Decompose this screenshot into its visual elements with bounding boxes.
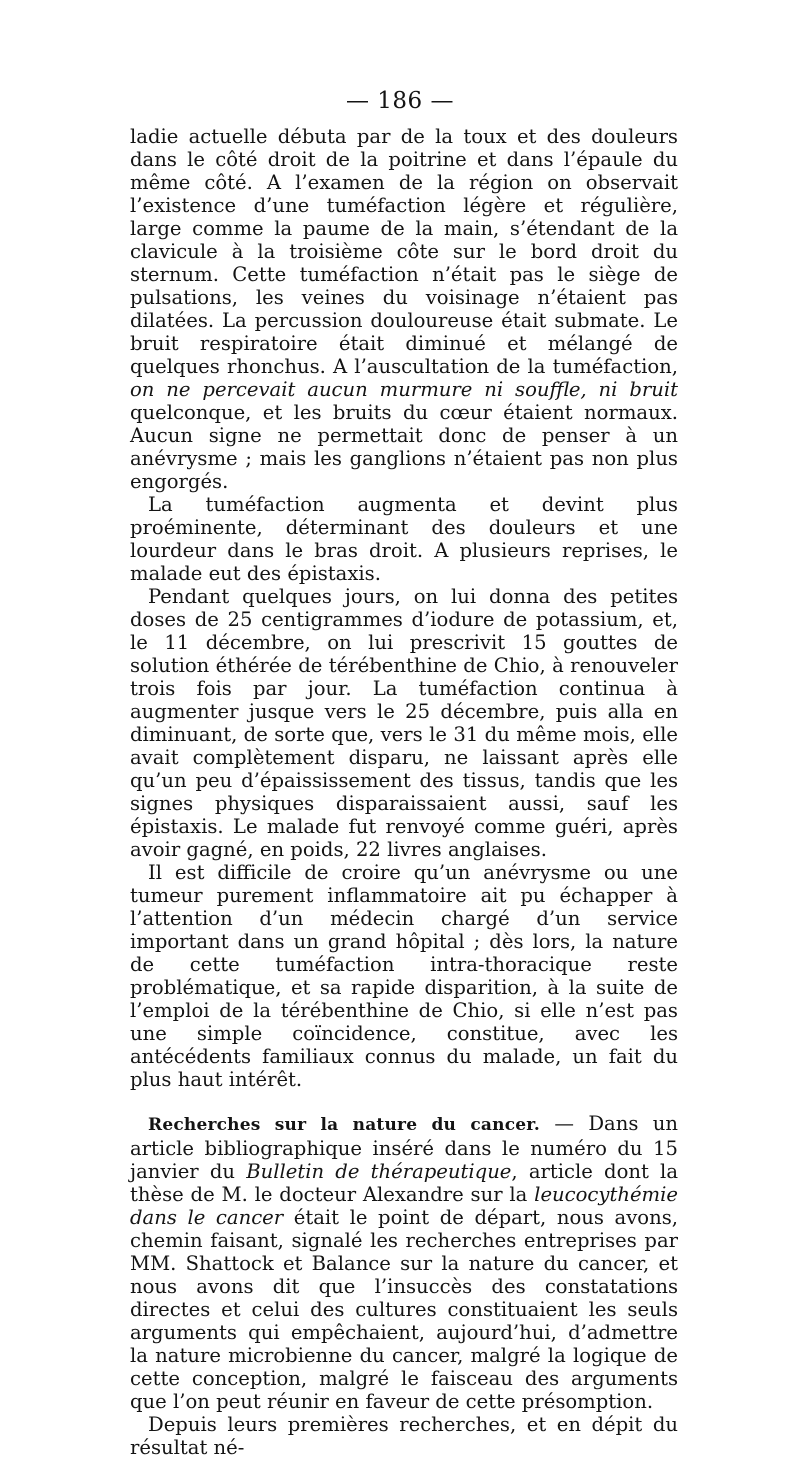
text-run: La tuméfaction augmenta et devint plus proéminente, déterminant des douleurs et une lourdeur dans le bras droit. A plusieurs reprises, le malade eut des épistaxis.: [130, 493, 678, 585]
text-run: — Dans un article bibliographique inséré dans le numéro du 15 janvier du: [130, 1112, 678, 1183]
text-run: Il est difficile de croire qu’un anévrysme ou une tumeur purement inflammatoire ait pu échapper à l’attention d’un médecin chargé d’un service important dans un grand hôpital ; dès lors, la nature de cette tuméfaction intra-thoracique reste problématique, et sa rapide disparition, à la suite de l’emploi de la térébenthine de Chio, si elle n’est pas une simple coïncidence, constitue, avec les antécédents familiaux connus du malade, un fait du plus haut intérêt.: [130, 861, 678, 1091]
text-run: Depuis leurs premières recherches, et en dépit du résultat né-: [130, 1413, 678, 1459]
paragraph: [130, 125, 678, 493]
italic-run: on ne percevait aucun murmure ni souffle, ni bruit: [130, 378, 678, 401]
paragraph: [130, 585, 678, 861]
section-heading: Recherches sur la nature du cancer.: [148, 1115, 540, 1135]
section-paragraph: [130, 1112, 678, 1413]
text-run: ladie actuelle débuta par de la toux et des douleurs dans le côté droit de la poitrine et dans l’épaule du même côté. A l’examen de la région on observait l’existence d’une tuméfaction légère et régulière, large comme la paume de la main, s’étendant de la clavicule à la troisième côte sur le bord droit du sternum. Cette tuméfaction n’était pas le siège de pulsations, les veines du voisinage n’étaient pas dilatées. La percussion douloureuse était submate. Le bruit respiratoire était diminué et mélangé de quelques rhonchus. A l’auscultation de la tuméfaction,: [130, 125, 678, 378]
italic-run: Bulletin de thérapeutique: [246, 1160, 512, 1183]
italic-run: leucocythémie dans le cancer: [130, 1183, 678, 1229]
text-run: était le point de départ, nous avons, chemin faisant, signalé les recherches entreprises par MM. Shattock et Balance sur la nature du cancer, et nous avons dit que l’insuccès des constatations directes et celui des cultures constituaient les seuls arguments qui empêchaient, aujourd’hui, d’admettre la nature microbienne du cancer, malgré la logique de cette conception, malgré le faisceau des arguments que l’on peut réunir en faveur de cette présomption.: [130, 1206, 678, 1413]
paragraph: [130, 493, 678, 585]
paragraph: [130, 861, 678, 1091]
text-run: quelconque, et les bruits du cœur étaient normaux. Aucun signe ne permettait donc de penser à un anévrysme ; mais les ganglions n’étaient pas non plus engorgés.: [130, 401, 678, 493]
page-number: — 186 —: [345, 88, 455, 114]
text-run: , article dont la thèse de M. le docteur Alexandre sur la: [130, 1160, 679, 1206]
text-run: Pendant quelques jours, on lui donna des petites doses de 25 centigrammes d’iodure de potassium, et, le 11 décembre, on lui prescrivit 15 gouttes de solution éthérée de térébenthine de Chio, à renouveler trois fois par jour. La tuméfaction continua à augmenter jusque vers le 25 décembre, puis alla en diminuant, de sorte que, vers le 31 du même mois, elle avait complètement disparu, ne laissant après elle qu’un peu d’épaississement des tissus, tandis que les signes physiques disparaissaient aussi, sauf les épistaxis. Le malade fut renvoyé comme guéri, après avoir gagné, en poids, 22 livres anglaises.: [130, 585, 678, 861]
text-body: [130, 125, 678, 1459]
paragraph: [130, 1413, 678, 1459]
